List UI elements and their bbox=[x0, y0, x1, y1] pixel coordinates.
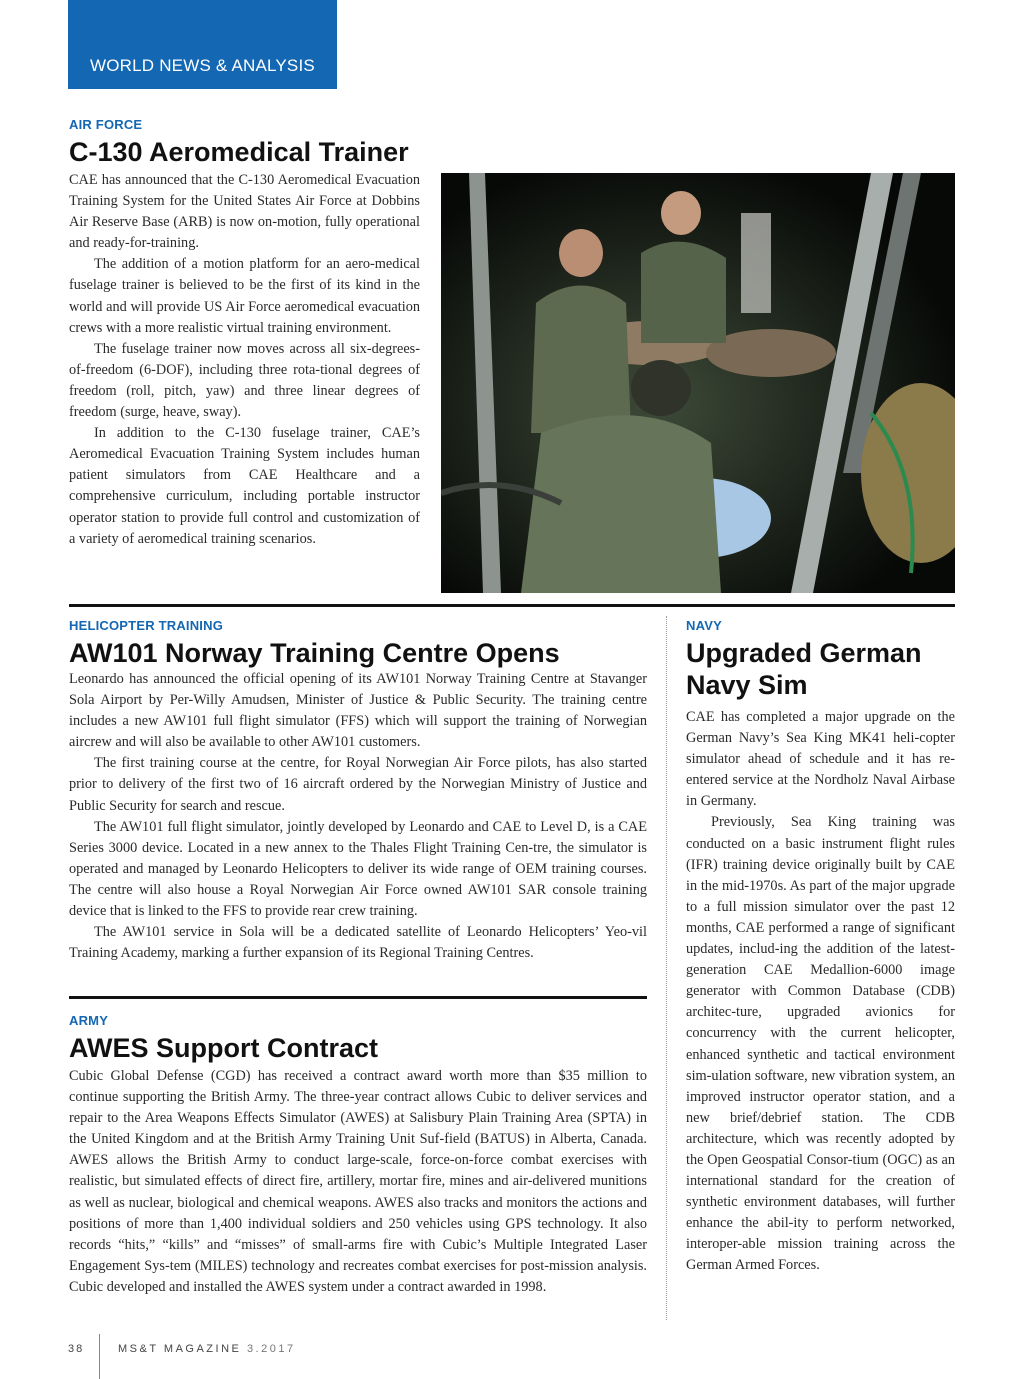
aw101-headline: AW101 Norway Training Centre Opens bbox=[69, 638, 560, 668]
aw101-paragraph: Leonardo has announced the official opening of its AW101 Norway Training Centre at Stavanger Sola Airport by Per-Willy Amudsen, Minister of Justice & Public Security. The training centre includes a new AW101 full flight simulator (FFS) which will support the training of Norwegian aircrew and will also be available to other AW101 customers. bbox=[69, 671, 647, 751]
page-number: 38 bbox=[68, 1343, 85, 1355]
c130-body bbox=[69, 170, 420, 550]
footer-divider bbox=[99, 1334, 100, 1379]
aw101-kicker: HELICOPTER TRAINING bbox=[69, 618, 224, 633]
c130-paragraph: The fuselage trainer now moves across all six-degrees-of-freedom (6-DOF), including three rota-tional degrees of freedom (roll, pitch, yaw) and three linear degrees of freedom (surge, heave, sway). bbox=[69, 340, 420, 421]
section-divider bbox=[69, 996, 647, 999]
c130-paragraph: The addition of a motion platform for an aero-medical fuselage trainer is believed to be the first of its kind in the world and will provide US Air Force aeromedical evacuation crews with a more realistic virtual training environment. bbox=[69, 256, 420, 336]
column-separator bbox=[666, 616, 667, 1320]
navy-body bbox=[686, 707, 955, 1277]
navy-headline: Upgraded German Navy Sim bbox=[686, 638, 922, 700]
awes-headline: AWES Support Contract bbox=[69, 1033, 378, 1063]
aw101-paragraph: The first training course at the centre, for Royal Norwegian Air Force pilots, has also started prior to delivery of the first two of 16 aircraft ordered by the Norwegian Ministry of Justice and Public Security for search and rescue. bbox=[69, 755, 647, 814]
awes-paragraph: Cubic Global Defense (CGD) has received a contract award worth more than $35 million to continue supporting the British Army. The three-year contract allows Cubic to deliver services and repair to the Area Weapons Effects Simulator (AWES) at Salisbury Plain Training Area (SPTA) in the United Kingdom and at the British Army Training Unit Suf-field (BATUS) in Alberta, Canada. AWES allows the British Army to conduct large-scale, force-on-force combat exercises with realistic, but simulated effects of direct fire, artillery, mortar fire, mines and air-delivered munitions as well as nuclear, biological and chemical weapons. AWES also tracks and monitors the actions and positions of more than 1,400 individual soldiers and 250 vehicles using GPS technology. It also records “hits,” “kills” and “misses” of small-arms fire with Cubic’s Multiple Integrated Laser Engagement Sys-tem (MILES) technology and recreates combat exercises for post-mission analysis. Cubic developed and installed the AWES system under a contract awarded in 1998. bbox=[69, 1068, 647, 1295]
awes-kicker: ARMY bbox=[69, 1013, 109, 1028]
c130-kicker: AIR FORCE bbox=[69, 117, 143, 132]
magazine-issue: 3.2017 bbox=[246, 1343, 296, 1355]
navy-paragraph: Previously, Sea King training was conducted on a basic instrument flight rules (IFR) training device originally built by CAE in the mid-1970s. As part of the major upgrade to a full mission simulator over the past 12 months, CAE performed a range of significant updates, includ-ing the addition of the latest-generation CAE Medallion-6000 image generator with Common Database (CDB) architec-ture, upgraded avionics for concurrency with the current helicopter, enhanced synthetic and tactical environment sim-ulation software, new vibration system, an improved instructor operator station, and a new brief/debrief station. The CDB architecture, which was recently adopted by the Open Geospatial Consor-tium (OGC) as an international standard for the creation of synthetic environment databases, will further enhance the abil-ity to perform networked, interoper-able mission training across the German Armed Forces. bbox=[686, 814, 955, 1274]
aw101-paragraph: The AW101 service in Sola will be a dedicated satellite of Leonardo Helicopters’ Yeo-vil Training Academy, marking a further expansion of its Regional Training Centres. bbox=[69, 924, 647, 962]
magazine-footer bbox=[118, 1343, 296, 1355]
section-label: WORLD NEWS & ANALYSIS bbox=[90, 56, 315, 75]
c130-headline: C-130 Aeromedical Trainer bbox=[69, 137, 409, 167]
c130-paragraph: CAE has announced that the C-130 Aeromedical Evacuation Training System for the United States Air Force at Dobbins Air Reserve Base (ARB) is now on-motion, fully operational and ready-for-training. bbox=[69, 172, 420, 252]
aw101-paragraph: The AW101 full flight simulator, jointly developed by Leonardo and CAE to Level D, is a CAE Series 3000 device. Located in a new annex to the Thales Flight Training Cen-tre, the simulator is operated and managed by Leonardo Helicopters to deliver its wide range of OEM training courses. The centre will also house a Royal Norwegian Air Force owned AW101 SAR console training device that is linked to the FFS to provide rear crew training. bbox=[69, 818, 647, 920]
aeromedical-training-photo bbox=[441, 173, 955, 593]
section-banner bbox=[68, 0, 337, 89]
awes-body bbox=[69, 1066, 647, 1298]
section-divider bbox=[69, 604, 955, 607]
aw101-body bbox=[69, 669, 647, 964]
c130-paragraph: In addition to the C-130 fuselage trainer, CAE’s Aeromedical Evacuation Training System includes human patient simulators from CAE Healthcare and a comprehensive curriculum, including portable instructor operator station to provide full control and customization of a variety of aeromedical training scenarios. bbox=[69, 425, 420, 547]
magazine-name: MS&T MAGAZINE bbox=[118, 1343, 242, 1355]
navy-paragraph: CAE has completed a major upgrade on the German Navy’s Sea King MK41 heli-copter simulator ahead of schedule and it has re-entered service at the Nordholz Naval Airbase in Germany. bbox=[686, 709, 955, 810]
navy-kicker: NAVY bbox=[686, 618, 722, 633]
